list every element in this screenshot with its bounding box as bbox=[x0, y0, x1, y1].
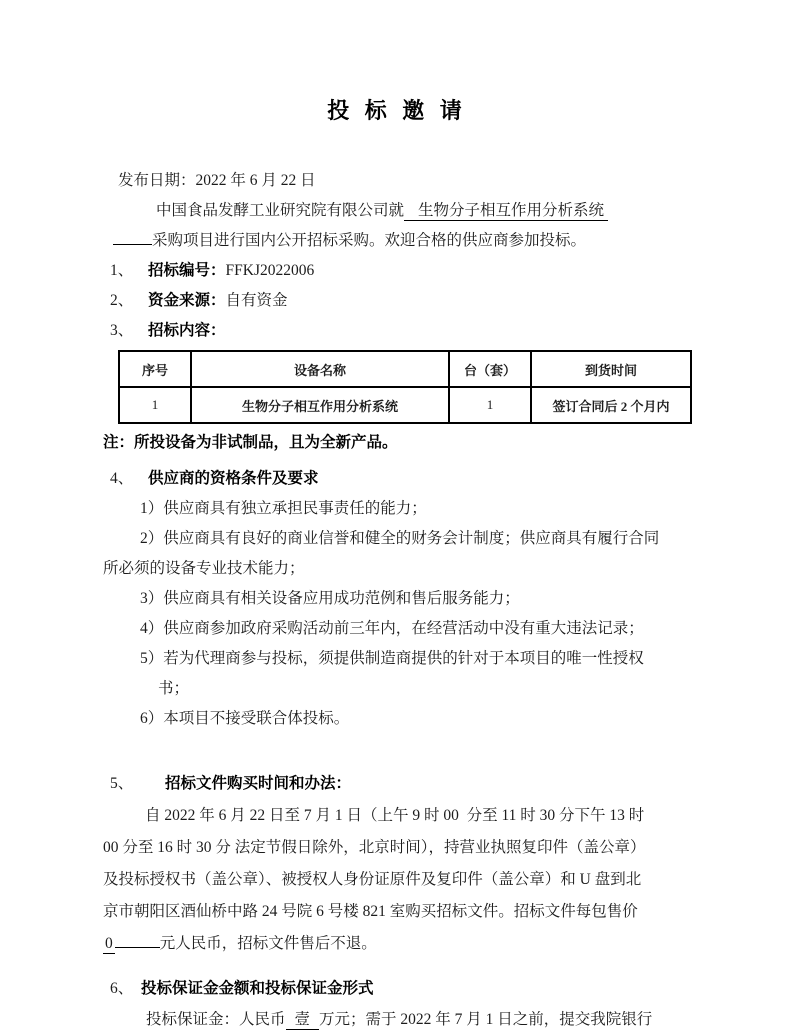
item-number: 2、 bbox=[110, 292, 134, 309]
tender-content-table bbox=[118, 350, 692, 424]
price-value-underlined: 0 bbox=[105, 935, 113, 952]
tender-number-value: FFKJ2022006 bbox=[225, 262, 315, 279]
cell-serial: 1 bbox=[119, 387, 191, 423]
bond-suffix: 万元；需于 2022 年 7 月 1 日之前，提交我院银行 bbox=[319, 1011, 653, 1028]
header-serial: 序号 bbox=[119, 351, 191, 387]
fund-source-value: 自有资金 bbox=[225, 292, 288, 309]
purchase-paragraph-line: 及投标授权书（盖公章）、被授权人身份证原件及复印件（盖公章）和 U 盘到北 bbox=[103, 871, 642, 888]
table-header-row bbox=[119, 351, 691, 387]
item-label: 招标内容： bbox=[148, 322, 226, 339]
header-quantity: 台（套） bbox=[449, 351, 531, 387]
note-line: 注：所投设备为非试制品，且为全新产品。 bbox=[103, 434, 398, 451]
qualification-line: 6）本项目不接受联合体投标。 bbox=[140, 710, 350, 727]
item-bid-bond bbox=[110, 974, 691, 1004]
item-number: 4、 bbox=[110, 470, 134, 487]
item-number: 3、 bbox=[110, 322, 134, 339]
cell-quantity: 1 bbox=[449, 387, 531, 423]
intro-line-2 bbox=[103, 226, 691, 256]
intro-line-1 bbox=[103, 196, 691, 226]
item-number: 1、 bbox=[110, 262, 134, 279]
item-label: 投标保证金金额和投标保证金形式 bbox=[141, 980, 374, 997]
purchase-paragraph-line: 自 2022 年 6 月 22 日至 7 月 1 日（上午 9 时 00 分至 11 时 30 分下午 13 时 bbox=[145, 807, 645, 824]
item-number: 6、 bbox=[110, 980, 134, 997]
item-label: 招标文件购买时间和办法： bbox=[165, 775, 352, 792]
blank-underline bbox=[115, 931, 160, 948]
blank-underline bbox=[113, 228, 152, 245]
page-title: 投 标 邀 请 bbox=[327, 98, 467, 123]
header-delivery-time: 到货时间 bbox=[531, 351, 691, 387]
bond-prefix: 投标保证金：人民币 bbox=[146, 1011, 286, 1028]
bid-bond-line bbox=[103, 1004, 691, 1036]
intro-text: 中国食品发酵工业研究院有限公司就 bbox=[156, 202, 405, 219]
item-label: 招标编号： bbox=[148, 262, 226, 279]
section-document-purchase bbox=[103, 768, 691, 960]
item-document-purchase bbox=[110, 768, 691, 800]
qualification-line-wrap: 所必须的设备专业技术能力； bbox=[103, 560, 305, 577]
qualification-line: 1）供应商具有独立承担民事责任的能力； bbox=[140, 500, 427, 517]
cell-device-name: 生物分子相互作用分析系统 bbox=[191, 387, 449, 423]
item-fund-source bbox=[110, 286, 691, 316]
item-supplier-qualifications bbox=[110, 464, 691, 494]
table-row bbox=[119, 387, 691, 423]
qualification-line-wrap: 书； bbox=[158, 680, 190, 697]
item-label: 资金来源： bbox=[148, 292, 226, 309]
section-gap bbox=[103, 734, 691, 768]
item-tender-number bbox=[110, 256, 691, 286]
purchase-paragraph-line: 京市朝阳区酒仙桥中路 24 号院 6 号楼 821 室购买招标文件。招标文件每包售价 bbox=[103, 903, 638, 920]
item-label: 供应商的资格条件及要求 bbox=[148, 470, 319, 487]
bond-amount-underlined: 壹 bbox=[286, 1011, 320, 1030]
item-tender-content bbox=[110, 316, 691, 346]
qualification-line: 5）若为代理商参与投标，须提供制造商提供的针对于本项目的唯一性授权 bbox=[140, 650, 644, 667]
publish-date-line: 发布日期：2022 年 6 月 22 日 bbox=[118, 172, 316, 189]
qualification-line: 2）供应商具有良好的商业信誉和健全的财务会计制度；供应商具有履行合同 bbox=[140, 530, 660, 547]
cell-delivery-time: 签订合同后 2 个月内 bbox=[531, 387, 691, 423]
qualification-line: 4）供应商参加政府采购活动前三年内，在经营活动中没有重大违法记录； bbox=[140, 620, 644, 637]
purchase-paragraph-line: 00 分至 16 时 30 分 法定节假日除外，北京时间），持营业执照复印件（盖公章） bbox=[103, 839, 646, 856]
project-name-underlined: 生物分子相互作用分析系统 bbox=[404, 202, 608, 221]
purchase-paragraph-last-line bbox=[103, 928, 691, 960]
qualification-line: 3）供应商具有相关设备应用成功范例和售后服务能力； bbox=[140, 590, 520, 607]
intro-text-2: 采购项目进行国内公开招标采购。欢迎合格的供应商参加投标。 bbox=[152, 232, 587, 249]
price-text: 元人民币，招标文件售后不退。 bbox=[159, 935, 377, 952]
item-number: 5、 bbox=[110, 775, 134, 792]
header-device-name: 设备名称 bbox=[191, 351, 449, 387]
